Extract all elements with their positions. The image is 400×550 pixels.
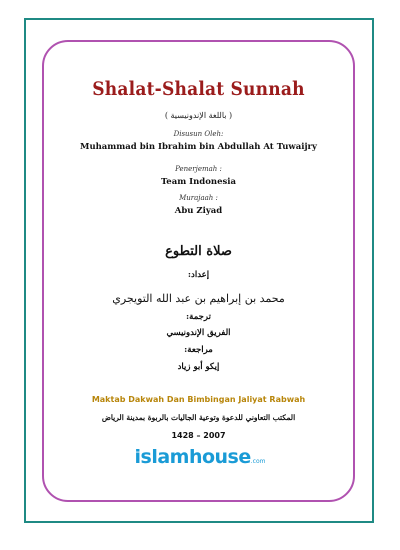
book-title: Shalat-Shalat Sunnah — [92, 78, 305, 100]
arabic-author: محمد بن إبراهيم بن عبد الله التويجري — [112, 292, 285, 305]
language-note: ( باللغة الإندونيسية ) — [164, 111, 233, 120]
publisher-name: Maktab Dakwah Dan Bimbingan Jaliyat Rabwah — [91, 395, 306, 404]
arabic-review-label: مراجعة: — [184, 345, 213, 355]
publication-year: 1428 – 2007 — [171, 431, 226, 440]
islamhouse-logo — [120, 446, 280, 472]
compiled-by-label: Disusun Oleh: — [173, 130, 224, 138]
reviewer-label: Murajaah : — [179, 194, 218, 202]
arabic-translation-label: ترجمة: — [186, 312, 211, 322]
arabic-prepared-label: إعداد: — [187, 270, 210, 280]
arabic-title: صلاة التطوع — [165, 244, 232, 259]
arabic-translator: الفريق الإندونيسي — [166, 328, 231, 338]
arabic-reviewer: إيكو أبو زياد — [177, 362, 220, 372]
logo-text: islamhouse — [134, 446, 251, 468]
author-name: Muhammad bin Ibrahim bin Abdullah At Tuwaijry — [80, 142, 317, 152]
translator-name: Team Indonesia — [160, 177, 237, 187]
reviewer-name: Abu Ziyad — [174, 206, 223, 216]
logo-suffix: .com — [250, 458, 266, 465]
translator-label: Penerjemah : — [175, 165, 222, 173]
arabic-publisher: المكتب التعاوني للدعوة وتوعية الجاليات بالربوة بمدينة الرياض — [101, 413, 296, 422]
